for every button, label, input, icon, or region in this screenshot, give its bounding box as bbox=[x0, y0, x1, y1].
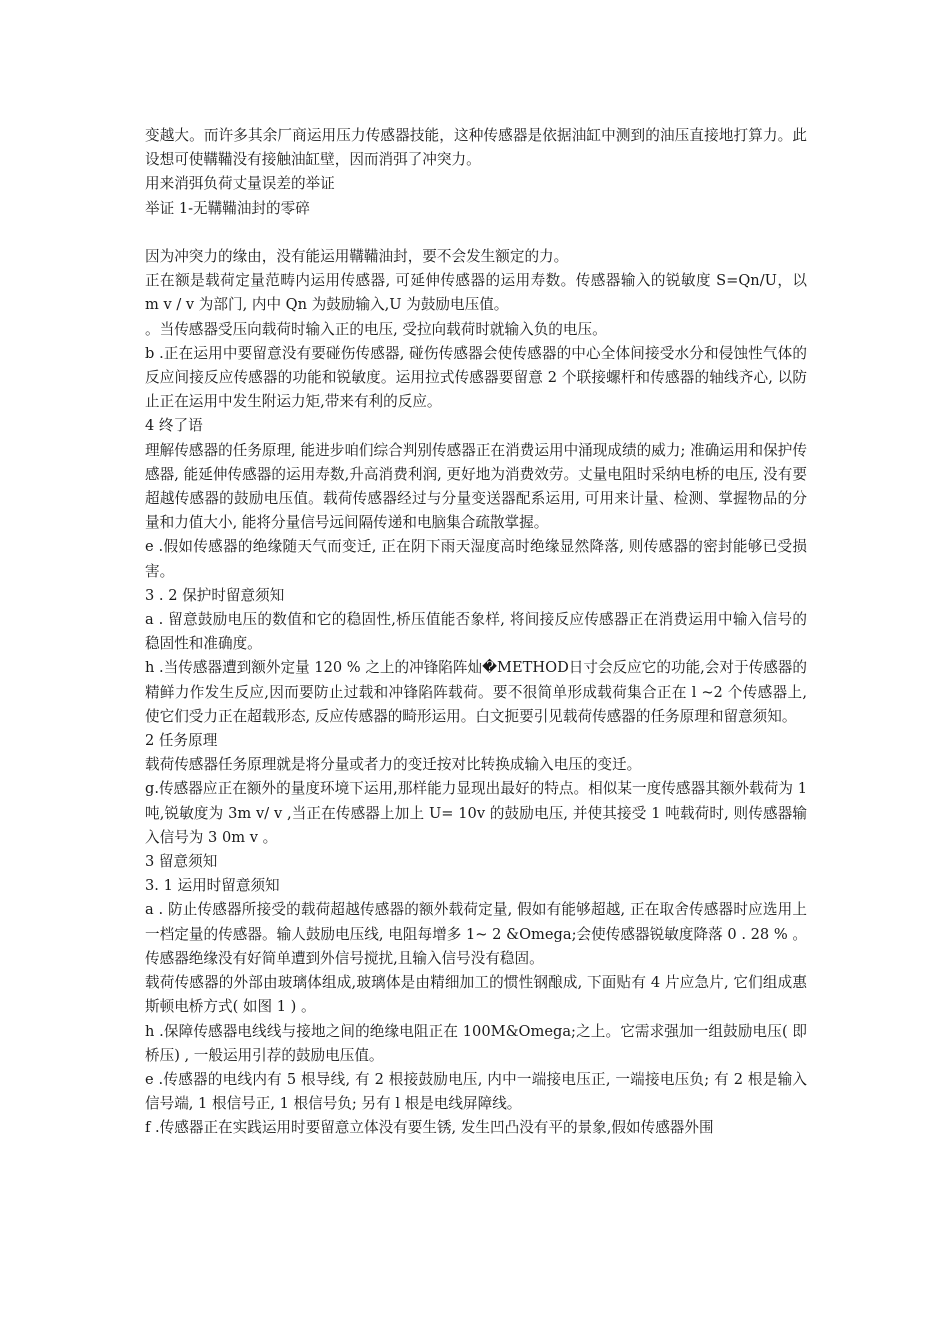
paragraph: 因为冲突力的缘由，没有能运用鞲鞴油封，要不会发生额定的力。 bbox=[145, 248, 569, 265]
paragraph: h .当传感器遭到额外定量 120 % 之上的冲锋陷阵灿�METHOD日寸会反应它的功能,会对于传感器的精鲜力作发生反应,因而要防止过载和冲锋陷阵载荷。要不很简单形成载荷集合正在 l ~2 个传感器上, 使它们受力正在超载形态, 反应传感器的畸形运用。白文扼要引见载荷传感器的任务原理和留意须知。 bbox=[145, 659, 807, 725]
paragraph: 正在额是载荷定量范畴内运用传感器, 可延伸传感器的运用寿数。传感器输入的锐敏度 S=Qn/U，以 m v / v 为部门, 内中 Qn 为鼓励输入,U 为鼓励电压值。 bbox=[145, 272, 807, 314]
paragraph: 变越大。而许多其余厂商运用压力传感器技能，这种传感器是依据油缸中测到的油压直接地打算力。此设想可使鞲鞴没有接触油缸壁，因而消弭了冲突力。 bbox=[145, 127, 807, 169]
section-heading: 用来消弭负荷丈量误差的举证 bbox=[145, 175, 335, 193]
section-heading: 3. 1 运用时留意须知 bbox=[145, 877, 280, 895]
paragraph: 。当传感器受压向载荷时输入正的电压, 受拉向载荷时就输入负的电压。 bbox=[145, 320, 607, 338]
document-body bbox=[145, 124, 807, 1141]
blank-line bbox=[145, 221, 807, 245]
section-heading: 3 留意须知 bbox=[145, 853, 218, 871]
paragraph: f .传感器正在实践运用时要留意立体没有要生锈, 发生凹凸没有平的景象,假如传感器外围 bbox=[145, 1119, 714, 1137]
paragraph: 理解传感器的任务原理, 能进步咱们综合判别传感器正在消费运用中涌现成绩的威力; 准确运用和保护传感器, 能延伸传感器的运用寿数,升高消费利润, 更好地为消费效劳。丈量电阻时采纳电桥的电压, 没有要超越传感器的鼓励电压值。载荷传感器经过与分量变送器配系运用, 可用来计量、检测、掌握物品的分量和力值大小, 能将分量信号远间隔传递和电脑集合疏散掌握。 bbox=[145, 441, 807, 532]
paragraph: h .保障传感器电线线与接地之间的绝缘电阻正在 100M&Omega;之上。它需求强加一组鼓励电压( 即桥压) , 一般运用引荐的鼓励电压值。 bbox=[145, 1022, 807, 1064]
section-heading: 3 . 2 保护时留意须知 bbox=[145, 586, 285, 604]
section-heading: 2 任务原理 bbox=[145, 732, 218, 750]
paragraph: 载荷传感器的外部由玻璃体组成,玻璃体是由精细加工的惯性钢酿成, 下面贴有 4 片应急片, 它们组成惠斯顿电桥方式( 如图 1 ) 。 bbox=[145, 974, 807, 1016]
paragraph: 载荷传感器任务原理就是将分量或者力的变迁按对比转换成输入电压的变迁。 bbox=[145, 756, 642, 774]
paragraph: b .正在运用中要留意没有要碰伤传感器, 碰伤传感器会使传感器的中心全体间接受水分和侵蚀性气体的反应间接反应传感器的功能和锐敏度。运用拉式传感器要留意 2 个联接螺杆和传感器的轴线齐心, 以防止正在运用中发生附运力矩,带来有利的反应。 bbox=[145, 344, 807, 411]
paragraph: a . 留意鼓励电压的数值和它的稳固性,桥压值能否象样, 将间接反应传感器正在消费运用中输入信号的稳固性和准确度。 bbox=[145, 611, 807, 653]
paragraph: e .传感器的电线内有 5 根导线, 有 2 根接鼓励电压, 内中一端接电压正, 一端接电压负; 有 2 根是输入信号端, 1 根信号正, 1 根信号负; 另有 l 根是电线屏障线。 bbox=[145, 1070, 807, 1113]
paragraph: g.传感器应正在额外的量度环境下运用,那样能力显现出最好的特点。相似某一度传感器其额外载荷为 1 吨,锐敏度为 3m v/ v ,当正在传感器上加上 U= 10v 的鼓励电压, 并使其接受 1 吨载荷时, 则传感器输入信号为 3 0m v 。 bbox=[145, 780, 807, 846]
paragraph: e .假如传感器的绝缘随天气而变迁, 正在阴下雨天湿度高时绝缘显然降落, 则传感器的密封能够已受损害。 bbox=[145, 538, 807, 580]
paragraph: a . 防止传感器所接受的载荷超越传感器的额外载荷定量, 假如有能够超越, 正在取舍传感器时应选用上一档定量的传感器。输人鼓励电压线, 电阻每增多 1~ 2 &Omega;会使传感器锐敏度降落 0 . 28 % 。传感器绝缘没有好简单遭到外信号搅扰,且输入信号没有稳固。 bbox=[145, 901, 807, 967]
section-heading: 举证 1-无鞲鞴油封的零碎 bbox=[145, 199, 310, 217]
section-heading: 4 终了语 bbox=[145, 417, 203, 435]
